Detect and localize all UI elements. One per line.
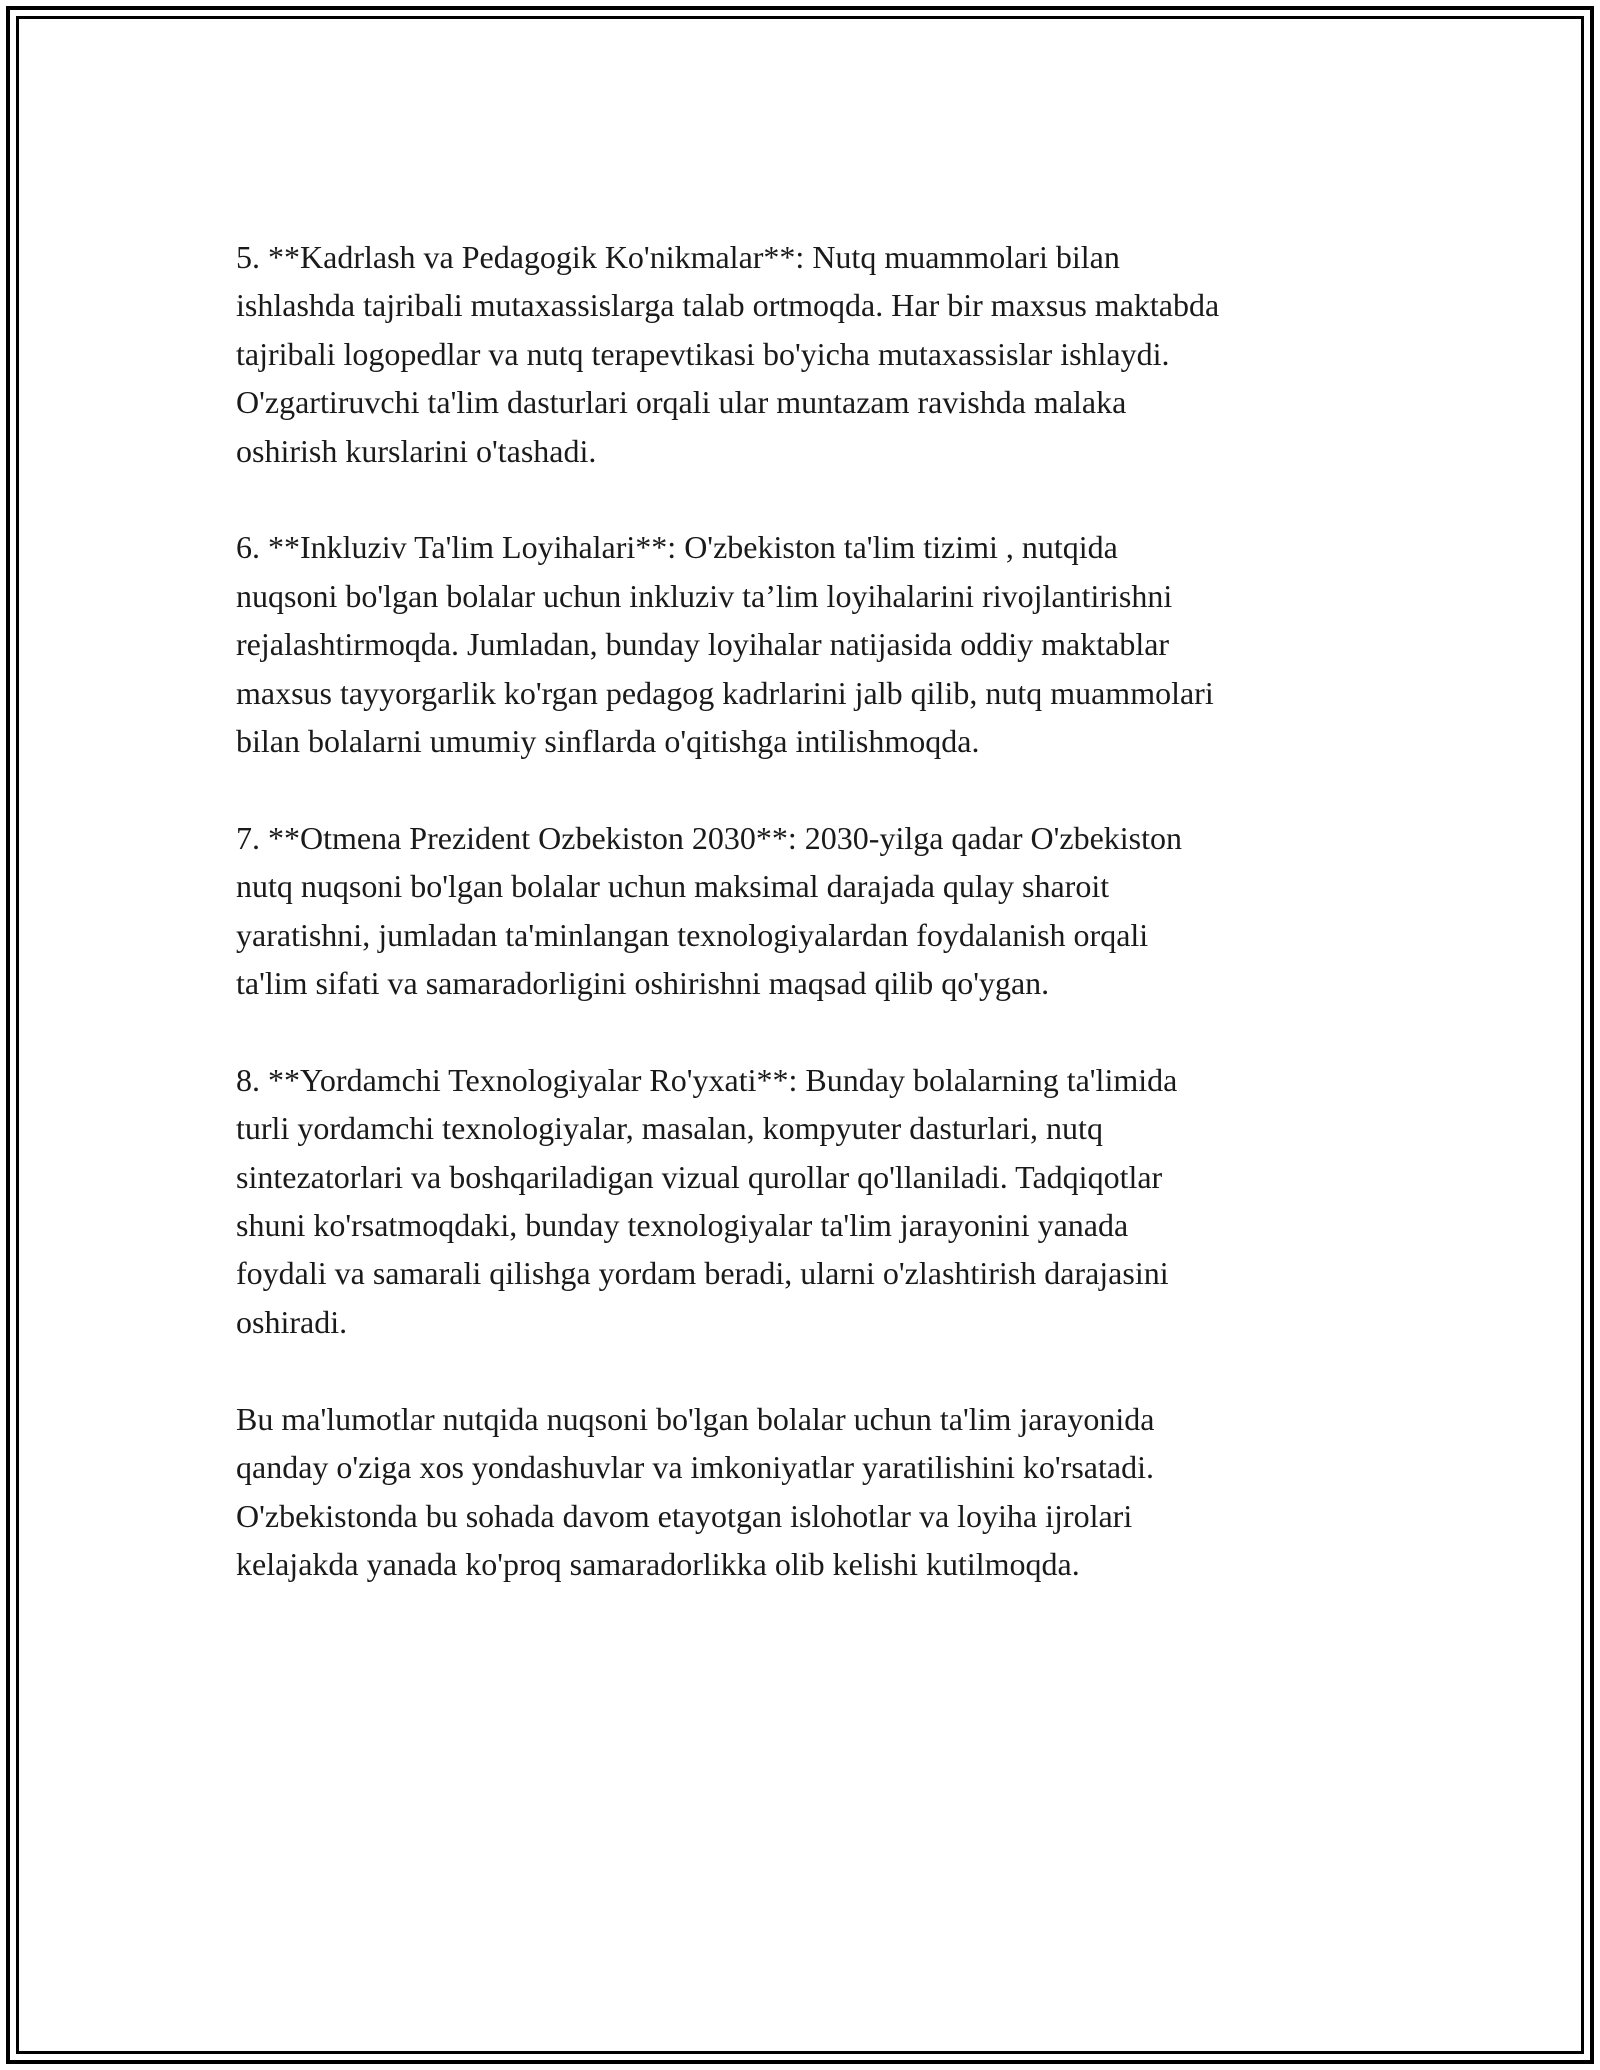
text-line: ta'lim sifati va samaradorligini oshirishni maqsad qilib qo'ygan. — [236, 965, 1050, 1002]
text-line: 8. **Yordamchi Texnologiyalar Ro'yxati**: Bunday bolalarning ta'limida — [236, 1061, 1178, 1098]
text-line: ishlashda tajribali mutaxassislarga talab ortmoqda. Har bir maxsus maktabda — [236, 287, 1220, 324]
paragraph-item-5 — [236, 233, 1386, 475]
text-line: 6. **Inkluziv Ta'lim Loyihalari**: O'zbekiston ta'lim tizimi , nutqida — [236, 529, 1118, 566]
text-line: rejalashtirmoqda. Jumladan, bunday loyihalar natijasida oddiy maktablar — [236, 626, 1170, 663]
text-line: shuni ko'rsatmoqdaki, bunday texnologiyalar ta'lim jarayonini yanada — [236, 1207, 1129, 1244]
text-line: turli yordamchi texnologiyalar, masalan, kompyuter dasturlari, nutq — [236, 1110, 1103, 1147]
document-body — [236, 233, 1386, 1637]
text-line: foydali va samarali qilishga yordam beradi, ularni o'zlashtirish darajasini — [236, 1255, 1169, 1292]
paragraph-item-7 — [236, 814, 1386, 1008]
text-line: nutq nuqsoni bo'lgan bolalar uchun maksimal darajada qulay sharoit — [236, 868, 1110, 905]
text-line: kelajakda yanada ko'proq samaradorlikka olib kelishi kutilmoqda. — [236, 1545, 1080, 1582]
text-line: yaratishni, jumladan ta'minlangan texnologiyalardan foydalanish orqali — [236, 916, 1149, 953]
paragraph-item-8 — [236, 1056, 1386, 1346]
text-line: 7. **Otmena Prezident Ozbekiston 2030**: 2030-yilga qadar O'zbekiston — [236, 819, 1182, 856]
text-line: oshiradi. — [236, 1303, 348, 1340]
text-line: Bu ma'lumotlar nutqida nuqsoni bo'lgan bolalar uchun ta'lim jarayonida — [236, 1400, 1155, 1437]
text-line: nuqsoni bo'lgan bolalar uchun inkluziv ta’lim loyihalarini rivojlantirishni — [236, 577, 1173, 614]
paragraph-conclusion — [236, 1395, 1386, 1589]
text-line: bilan bolalarni umumiy sinflarda o'qitishga intilishmoqda. — [236, 723, 980, 760]
text-line: O'zbekistonda bu sohada davom etayotgan islohotlar va loyiha ijrolari — [236, 1497, 1133, 1534]
text-line: oshirish kurslarini o'tashadi. — [236, 432, 597, 469]
text-line: tajribali logopedlar va nutq terapevtikasi bo'yicha mutaxassislar ishlaydi. — [236, 335, 1170, 372]
text-line: O'zgartiruvchi ta'lim dasturlari orqali ular muntazam ravishda malaka — [236, 384, 1127, 421]
text-line: qanday o'ziga xos yondashuvlar va imkoniyatlar yaratilishini ko'rsatadi. — [236, 1449, 1154, 1486]
text-line: 5. **Kadrlash va Pedagogik Ko'nikmalar**: Nutq muammolari bilan — [236, 239, 1120, 275]
text-line: sintezatorlari va boshqariladigan vizual qurollar qo'llaniladi. Tadqiqotlar — [236, 1158, 1163, 1195]
text-line: maxsus tayyorgarlik ko'rgan pedagog kadrlarini jalb qilib, nutq muammolari — [236, 674, 1214, 711]
paragraph-item-6 — [236, 523, 1386, 765]
